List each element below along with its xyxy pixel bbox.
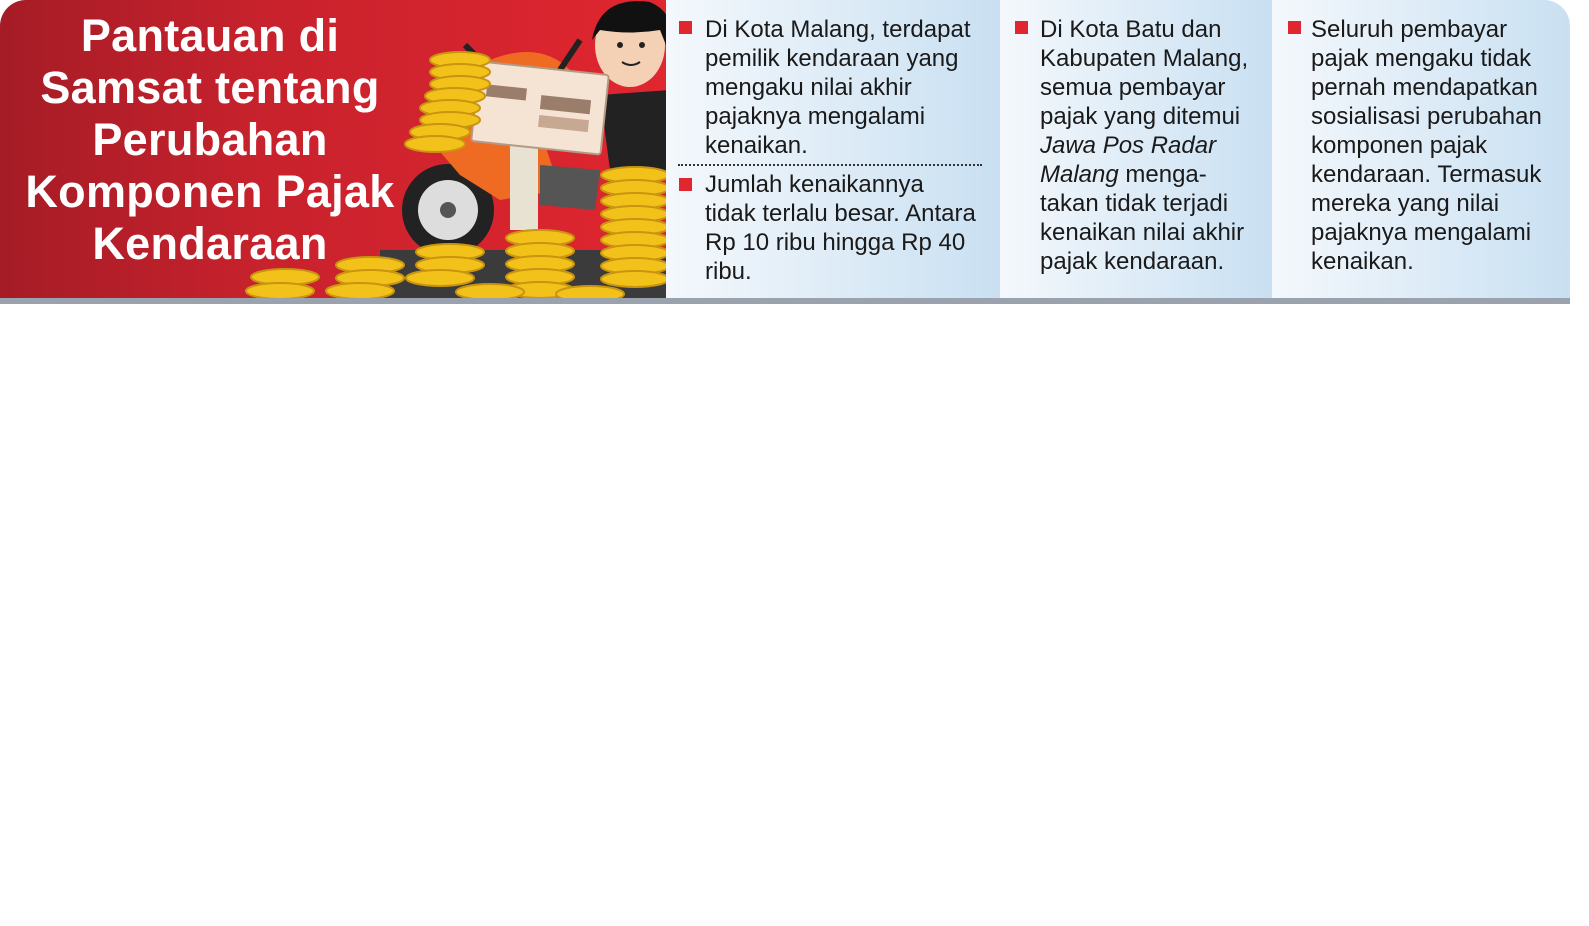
title-line: Komponen Pajak (25, 166, 395, 217)
motorbike-tax-illustration (240, 0, 680, 300)
point-text: Di Kota Malang, terdapat pemilik kendaraan yang mengaku nilai akhir pajaknya mengalami kenaikan. (705, 16, 971, 159)
tax-document-icon (471, 61, 609, 154)
title-line: Samsat tentang (40, 62, 380, 113)
banner-shadow (0, 298, 1570, 304)
title-line: Perubahan (92, 114, 328, 165)
bullet-icon (679, 178, 692, 191)
title-line: Kendaraan (92, 218, 328, 269)
point-text (1040, 15, 1265, 276)
divider (678, 164, 982, 166)
point-text-part: menga-takan tidak terjadi kenaikan nilai akhir pajak kendaraan. (1040, 161, 1245, 275)
info-banner (0, 0, 1570, 300)
bullet-icon (1288, 21, 1301, 34)
newspaper-name: Jawa Pos Radar Malang (1040, 132, 1217, 188)
bullet-icon (1015, 21, 1028, 34)
bullet-icon (679, 21, 692, 34)
point-text-part: Di Kota Batu dan Kabupaten Malang, semua pembayar pajak yang ditemui (1040, 16, 1249, 130)
title-line: Pantauan di (80, 10, 340, 61)
point-text: Jumlah kenaikannya tidak terlalu besar. Antara Rp 10 ribu hingga Rp 40 ribu. (705, 171, 976, 285)
point-text: Seluruh pembayar pajak mengaku tidak pernah mendapatkan sosialisasi perubahan komponen pajak kendaraan. Termasuk mereka yang nilai pajaknya mengalami kenaikan. (1311, 16, 1542, 275)
